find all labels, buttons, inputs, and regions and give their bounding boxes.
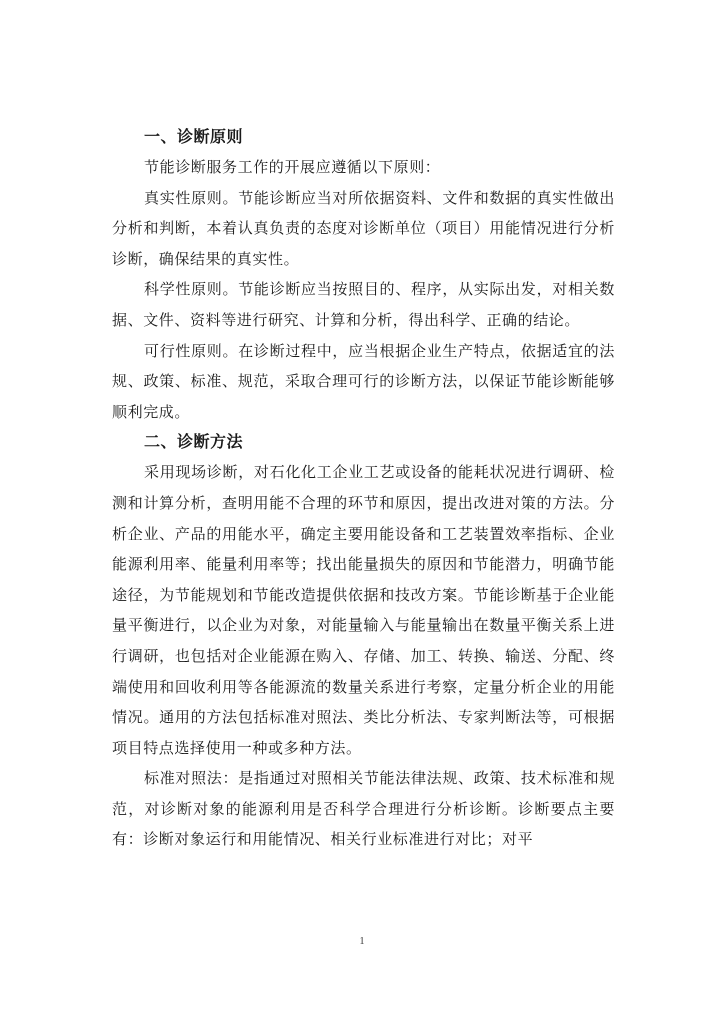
section-heading-principles: 一、诊断原则	[144, 127, 244, 146]
page-number: 1	[359, 936, 365, 947]
paragraph-intro: 节能诊断服务工作的开展应遵循以下原则：	[144, 158, 441, 176]
paragraph-onsite-diagnosis: 采用现场诊断，对石化化工企业工艺或设备的能耗状况进行调研、检测和计算分析，查明用能不合理的环节和原因，提出改进对策的方法。分析企业、产品的用能水平，确定主要用能设备和工艺装置效率指标、企业能源利用率、能量利用率等；找出能量损失的原因和节能潜力，明确节能途径，为节能规划和节能改造提供依据和技改方案。节能诊断基于企业能量平衡进行，以企业为对象，对能量输入与能量输出在数量平衡关系上进行调研，也包括对企业能源在购入、存储、加工、转换、输送、分配、终端使用和回收利用等各能源流的数量关系进行考察，定量分析企业的用能情况。通用的方法包括标准对照法、类比分析法、专家判断法等，可根据项目特点选择使用一种或多种方法。	[112, 463, 615, 757]
paragraph-standard-comparison: 标准对照法：是指通过对照相关节能法律法规、政策、技术标准和规范，对诊断对象的能源利用是否科学合理进行分析诊断。诊断要点主要有：诊断对象运行和用能情况、相关行业标准进行对比；对平	[112, 769, 615, 849]
paragraph-feasibility: 可行性原则。在诊断过程中，应当根据企业生产特点，依据适宜的法规、政策、标准、规范，采取合理可行的诊断方法，以保证节能诊断能够顺利完成。	[112, 341, 615, 421]
document-body	[112, 122, 615, 855]
paragraph-scientific: 科学性原则。节能诊断应当按照目的、程序，从实际出发，对相关数据、文件、资料等进行研究、计算和分析，得出科学、正确的结论。	[112, 280, 615, 329]
paragraph-authenticity: 真实性原则。节能诊断应当对所依据资料、文件和数据的真实性做出分析和判断，本着认真负责的态度对诊断单位（项目）用能情况进行分析诊断，确保结果的真实性。	[112, 188, 615, 268]
section-heading-methods: 二、诊断方法	[144, 432, 244, 452]
